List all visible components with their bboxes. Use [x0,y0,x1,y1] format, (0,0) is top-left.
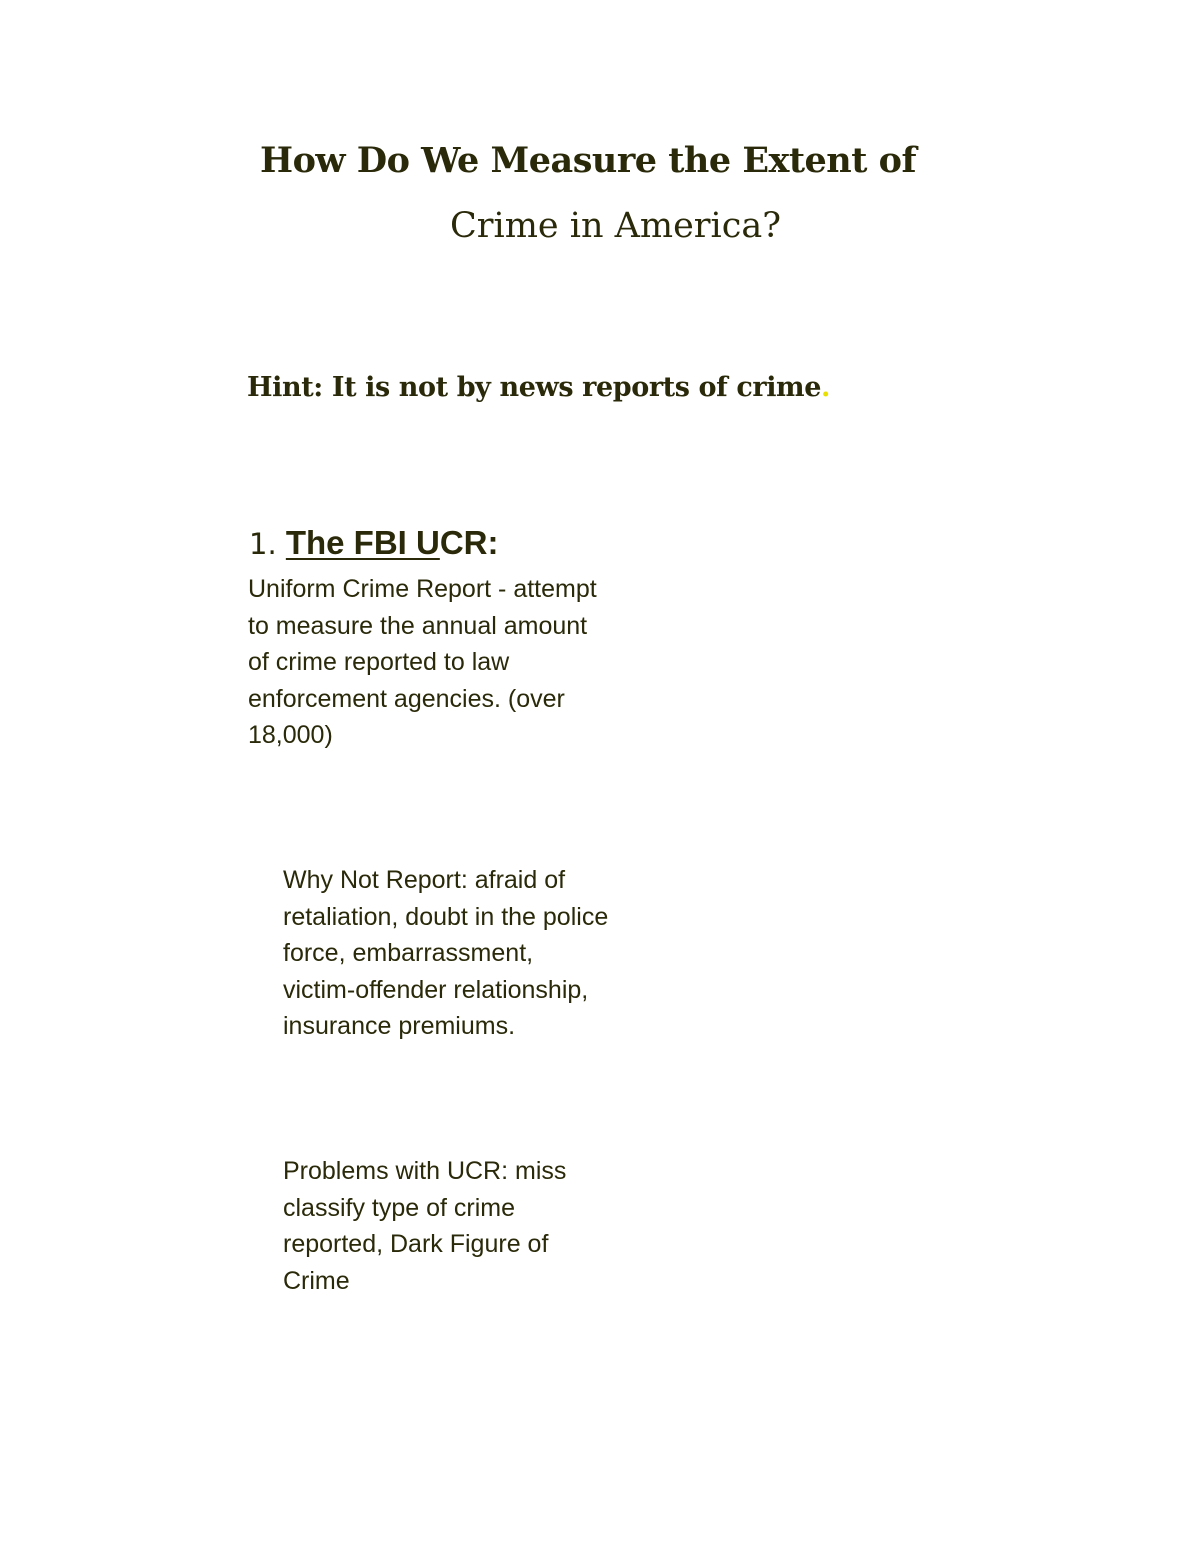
paragraph-line: Crime [283,1266,350,1295]
paragraph-line: Uniform Crime Report - attempt [248,575,597,603]
paragraph-line: to measure the annual amount [248,611,588,640]
paragraph-line: Problems with UCR: miss [283,1157,567,1185]
problems-with-ucr-paragraph [283,1153,613,1299]
paragraph-line: enforcement agencies. (over [248,684,565,713]
paragraph-line: 18,000) [248,721,333,749]
ucr-description-paragraph [248,571,668,754]
paragraph-line: classify type of crime [283,1193,516,1222]
paragraph-line: Why Not Report: afraid of [283,866,566,894]
paragraph-line: victim-offender relationship, [283,975,589,1004]
paragraph-line: retaliation, doubt in the police [283,902,609,931]
document-title-line-1: How Do We Measure the Extent of [260,140,916,181]
section-number: 1. [249,527,277,561]
paragraph-line: insurance premiums. [283,1012,516,1040]
paragraph-line: reported, Dark Figure of [283,1230,549,1258]
document-title-line-2: Crime in America? [450,206,781,246]
paragraph-line: force, embarrassment, [283,939,534,967]
hint-text [247,372,830,403]
hint-period: . [821,372,831,403]
section-heading-underlined: The FBI U [285,524,440,561]
hint-text-body: Hint: It is not by news reports of crime [247,372,822,403]
section-heading-rest: CR: [439,524,499,561]
paragraph-line: of crime reported to law [248,648,510,676]
why-not-report-paragraph [283,862,683,1045]
section-heading-fbi-ucr [249,524,499,562]
